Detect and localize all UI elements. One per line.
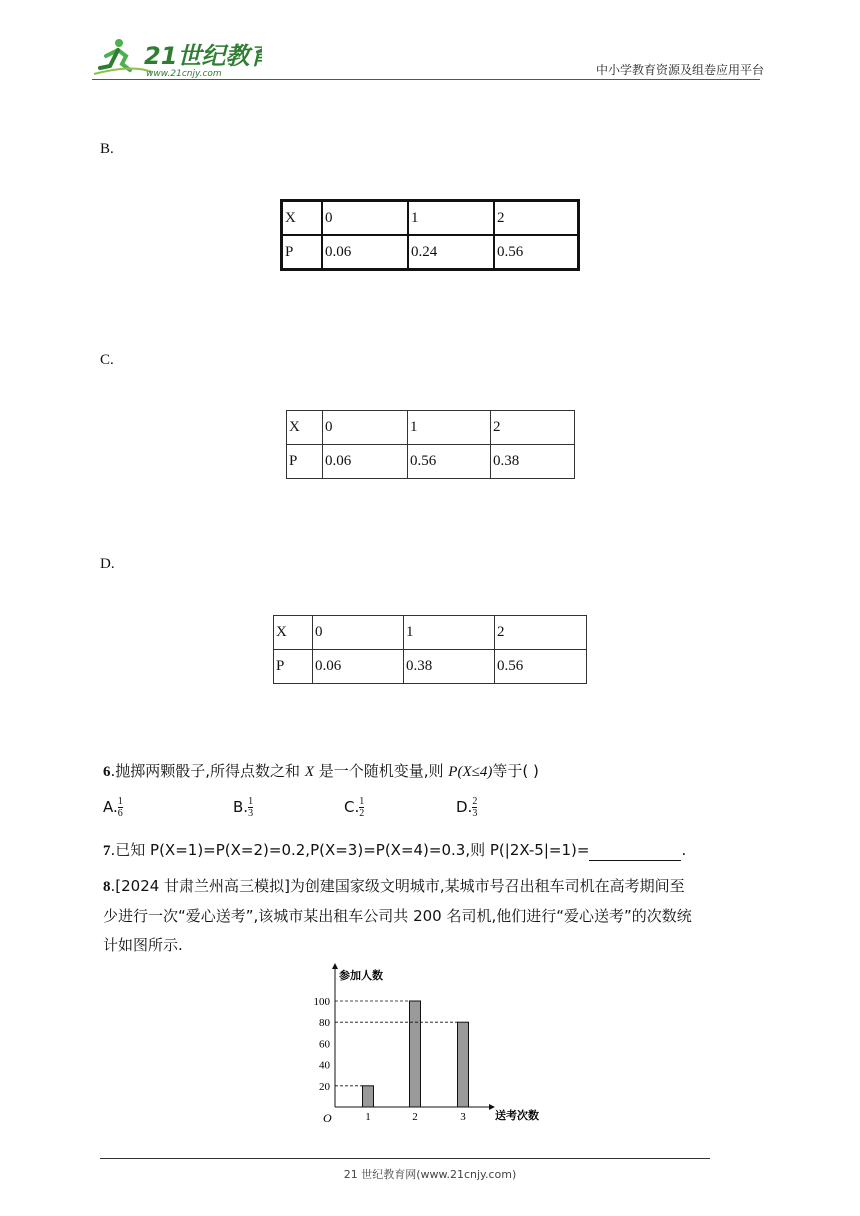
table-cell: P: [287, 445, 323, 479]
fraction: $\frac{1}{2}$: [359, 796, 365, 819]
choice-d: [456, 796, 477, 819]
y-axis-label: 参加人数: [339, 969, 383, 982]
bar-chart-svg: [310, 962, 560, 1132]
bar-3: [458, 1022, 469, 1107]
table-cell: P: [282, 235, 323, 270]
option-b-label: B.: [100, 141, 114, 157]
question-number: 7: [103, 843, 111, 859]
choice-label: D.: [456, 798, 473, 816]
x-axis-label: 送考次数: [495, 1109, 539, 1122]
question-text: 计如图所示.: [103, 936, 183, 954]
bar-2: [410, 1001, 421, 1107]
choice-b: [233, 796, 253, 819]
table-cell: 0.56: [408, 445, 491, 479]
table-cell: 0.06: [323, 445, 408, 479]
table-cell: 0.56: [494, 235, 579, 270]
header-divider: [92, 79, 760, 80]
choice-label: C.: [344, 798, 360, 816]
logo-url: www.21cnjy.com: [146, 69, 222, 79]
question-text: 少进行一次“爱心送考”,该城市某出租车公司共 200 名司机,他们进行“爱心送考”的次数统: [103, 907, 692, 925]
question-8: [103, 872, 773, 960]
question-text: .抛掷两颗骰子,所得点数之和: [110, 762, 305, 780]
table-cell: X: [287, 411, 323, 445]
x-tick-label: 1: [365, 1111, 371, 1123]
y-tick-label: 80: [319, 1017, 330, 1030]
table-cell: 0: [313, 616, 404, 650]
y-tick-label: 100: [313, 996, 330, 1008]
choice-a: [103, 796, 123, 819]
footer-text: 21 世纪教育网(www.21cnjy.com): [343, 1168, 517, 1181]
bar-chart: [310, 962, 560, 1132]
table-cell: 2: [494, 201, 579, 236]
platform-name: 中小学教育资源及组卷应用平台: [595, 63, 764, 77]
choice-label: B.: [233, 798, 249, 816]
y-tick-label: 40: [319, 1059, 330, 1072]
table-cell: 0.24: [408, 235, 494, 270]
choice-c: [344, 796, 364, 819]
answer-blank[interactable]: [589, 846, 681, 861]
question-number: 6: [103, 764, 111, 780]
table-cell: 0.56: [495, 650, 587, 684]
question-text: 是一个随机变量,则: [313, 762, 449, 780]
y-tick-label: 20: [319, 1080, 330, 1093]
choice-label: A.: [103, 798, 118, 816]
question-number: 8: [103, 879, 111, 895]
table-cell: X: [282, 201, 323, 236]
option-c-label: C.: [100, 352, 114, 368]
origin-label: O: [323, 1111, 332, 1125]
table-cell: 0: [323, 411, 408, 445]
option-b-table: [280, 199, 580, 271]
x-tick-label: 2: [412, 1111, 418, 1123]
table-cell: 2: [495, 616, 587, 650]
question-text: 等于( ): [492, 762, 539, 780]
table-cell: 1: [404, 616, 495, 650]
question-text: .: [681, 841, 687, 859]
question-6: [103, 761, 773, 782]
fraction: $\frac{2}{3}$: [472, 796, 478, 819]
table-cell: 2: [491, 411, 575, 445]
fraction: $\frac{1}{3}$: [248, 796, 254, 819]
table-cell: P: [274, 650, 313, 684]
table-cell: 0.38: [404, 650, 495, 684]
site-logo: [92, 34, 262, 80]
table-cell: 0.06: [313, 650, 404, 684]
question-text: .[2024 甘肃兰州高三模拟]为创建国家级文明城市,某城市号召出租车司机在高考期间至: [110, 877, 685, 895]
x-tick-label: 3: [460, 1111, 466, 1123]
question-7: [103, 840, 773, 861]
table-cell: 1: [408, 411, 491, 445]
table-cell: X: [274, 616, 313, 650]
table-cell: 1: [408, 201, 494, 236]
table-cell: 0.06: [322, 235, 408, 270]
table-cell: 0.38: [491, 445, 575, 479]
variable: X: [304, 764, 314, 780]
table-cell: 0: [322, 201, 408, 236]
fraction: $\frac{1}{6}$: [117, 796, 123, 819]
runner-logo-icon: [92, 34, 262, 80]
question-text: .已知 P(X=1)=P(X=2)=0.2,P(X=3)=P(X=4)=0.3,则 P(|2X-5|=1)=: [110, 841, 590, 859]
y-tick-label: 60: [319, 1038, 330, 1051]
question-6-choices: [103, 796, 773, 824]
option-d-table: [273, 615, 587, 684]
option-c-table: [286, 410, 575, 479]
option-d-label: D.: [100, 556, 115, 572]
logo-text: 21世纪教育: [144, 42, 262, 70]
probability-expr: P(X≤4): [448, 764, 493, 780]
footer-divider: [100, 1158, 710, 1159]
bar-1: [363, 1086, 374, 1107]
